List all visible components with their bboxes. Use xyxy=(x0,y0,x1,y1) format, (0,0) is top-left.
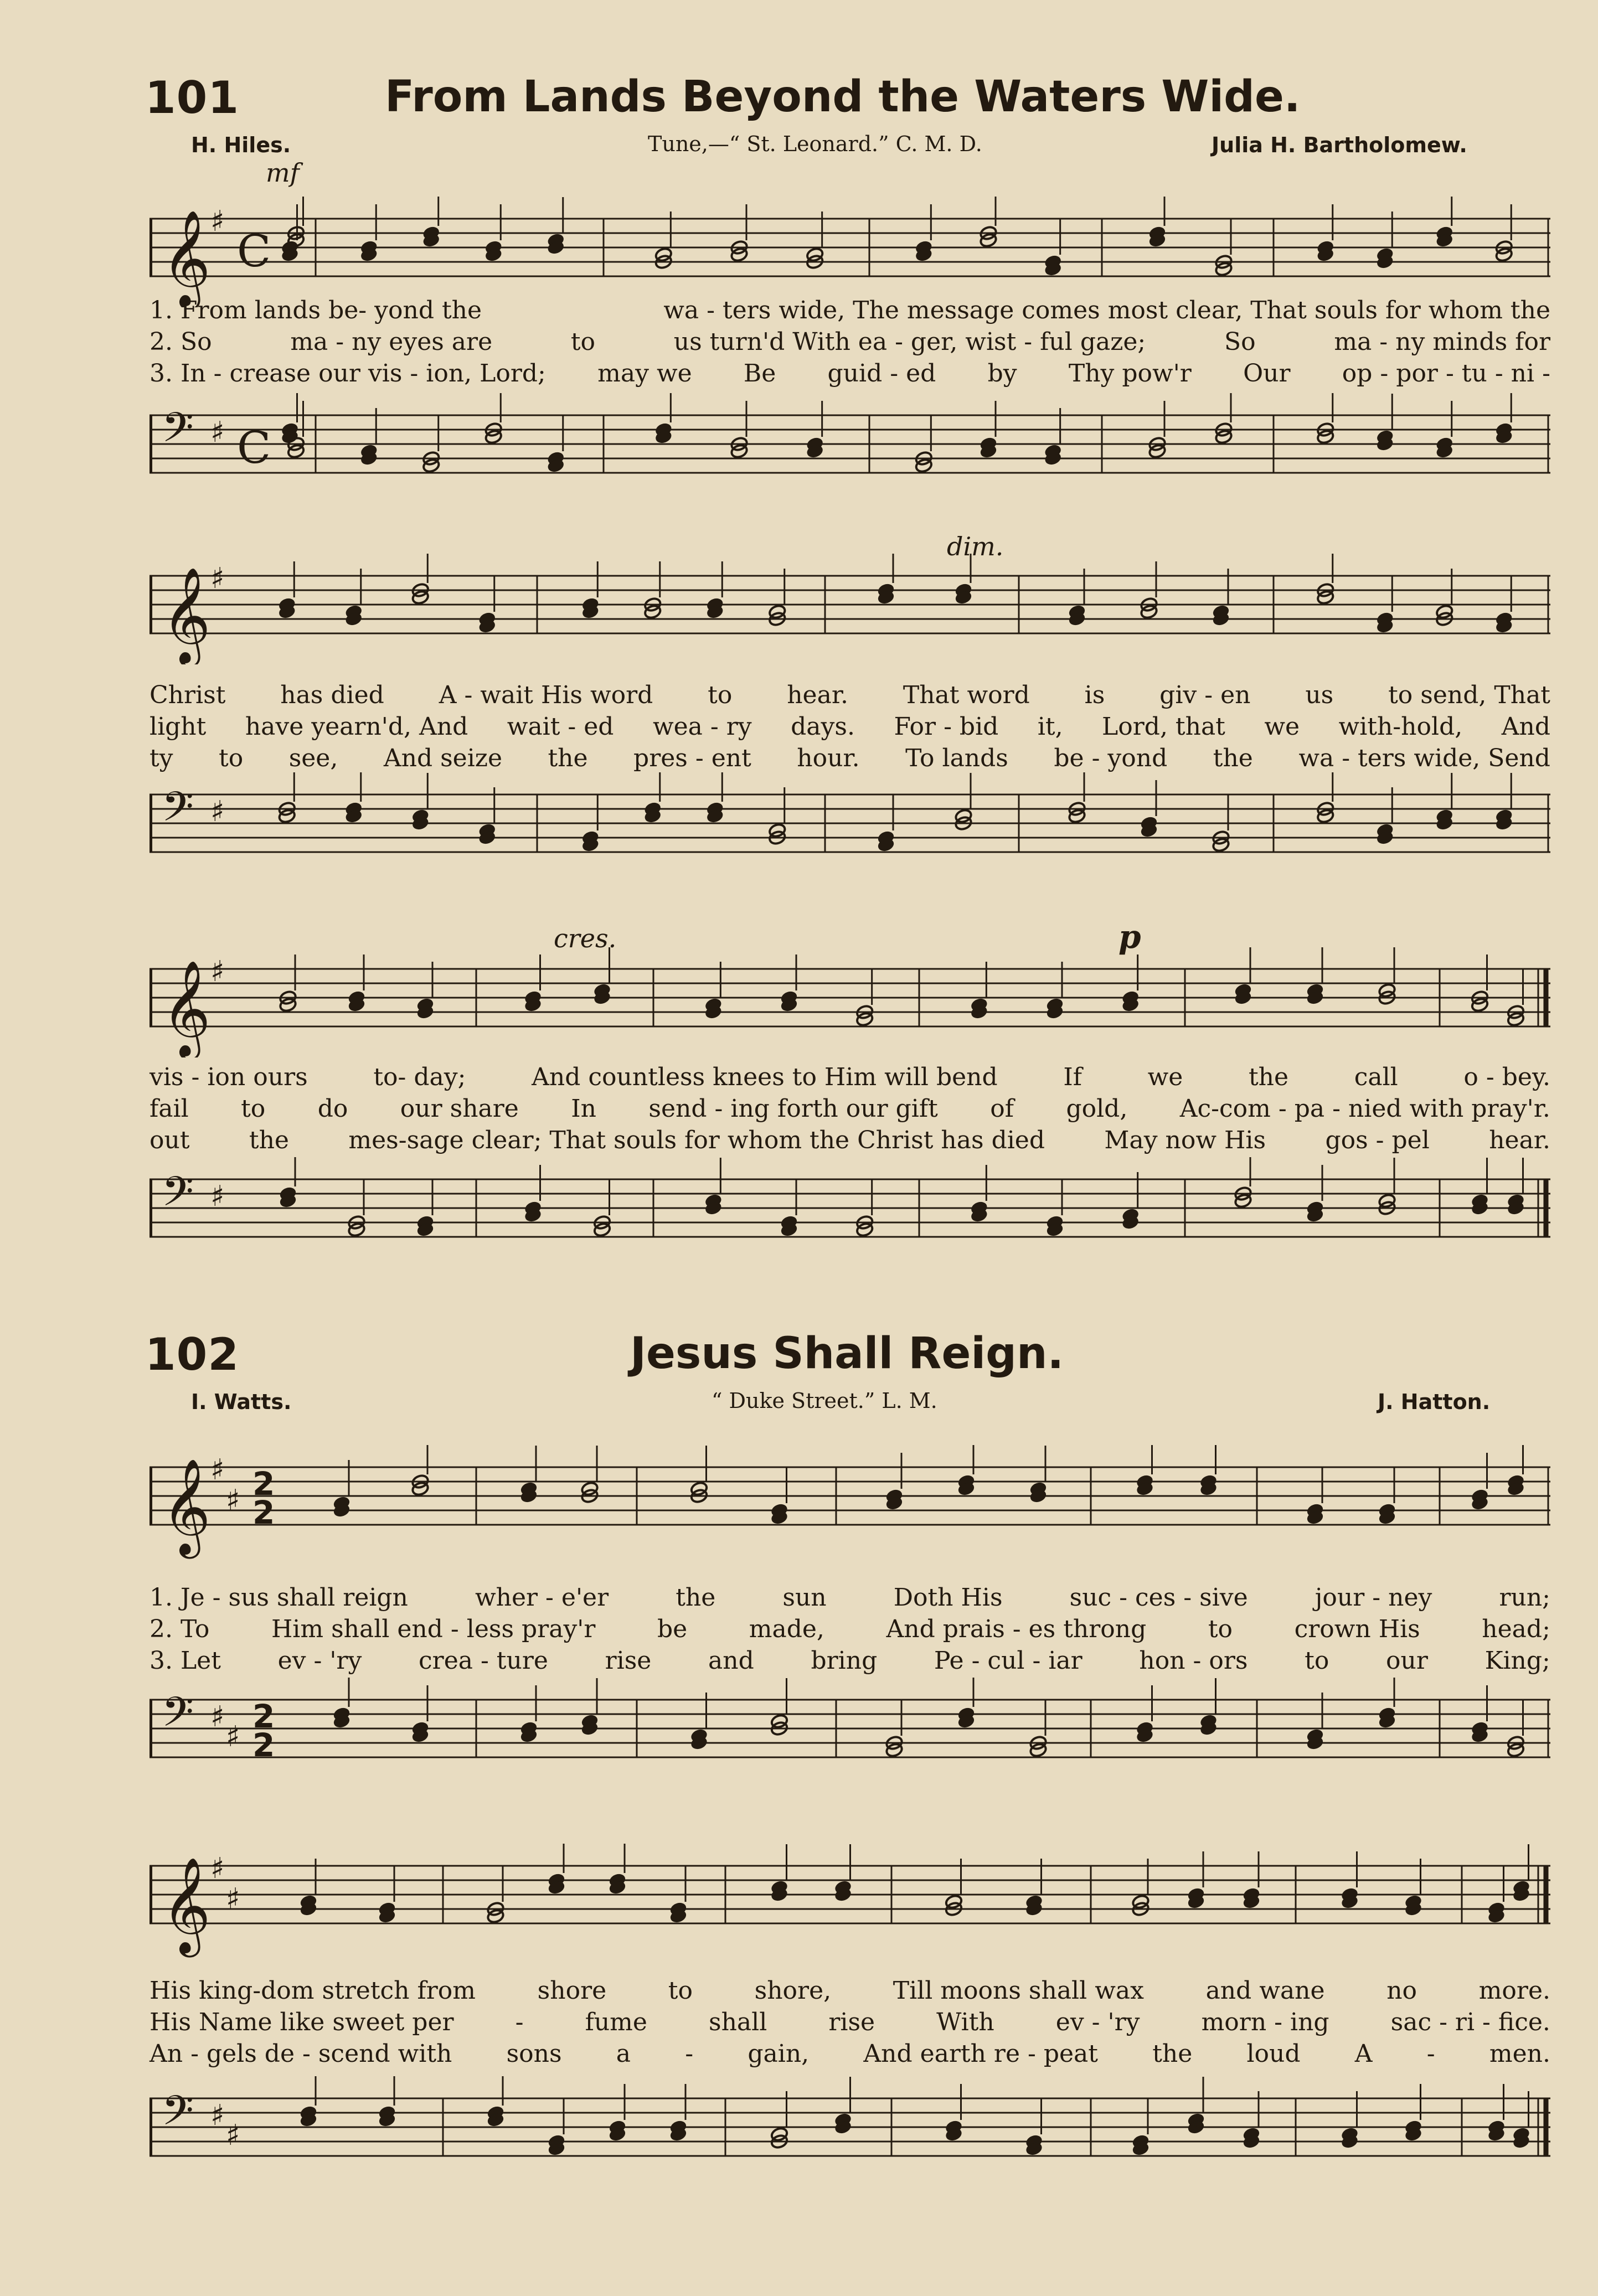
lyric-syllable-group: send - ing forth our gift xyxy=(648,1095,938,1123)
lyric-syllable-group: May now His xyxy=(1104,1126,1266,1154)
lyric-syllable-group: Be xyxy=(743,359,776,388)
bass-clef-icon: 𝄢 xyxy=(162,2087,194,2145)
lyric-syllable-group: ev - 'ry xyxy=(277,1647,362,1675)
lyric-syllable-group: call xyxy=(1354,1063,1398,1091)
composer-credit: I. Watts. xyxy=(191,1390,292,1414)
lyric-syllable-group: In xyxy=(571,1095,596,1123)
lyric-syllable-group: we xyxy=(1147,1063,1183,1091)
treble-staff xyxy=(150,1445,1550,1567)
lyric-syllable-group: the xyxy=(1152,2040,1193,2068)
music-system xyxy=(150,158,1550,509)
dynamic-marking: dim. xyxy=(947,532,1004,561)
lyric-line xyxy=(150,1977,1550,2008)
lyric-syllable-group: wea - ry xyxy=(652,713,752,741)
lyric-syllable-group: the xyxy=(676,1583,716,1612)
time-signature: 2 xyxy=(252,1726,275,1764)
lyric-syllable-group: An - gels de - scend with xyxy=(150,2040,452,2068)
lyric-syllable-group: have yearn'd, And xyxy=(245,713,468,741)
lyric-syllable-group: to xyxy=(1208,1615,1233,1643)
lyric-syllable-group: our xyxy=(1386,1647,1428,1675)
sharp-icon: ♯ xyxy=(210,205,225,238)
author-credit: J. Hatton. xyxy=(1378,1390,1491,1414)
bass-staff xyxy=(150,1157,1550,1268)
lyric-syllable-group: no xyxy=(1386,1977,1417,2005)
lyric-syllable-group: hear. xyxy=(1489,1126,1550,1154)
lyric-syllable-group: us xyxy=(1305,681,1334,709)
time-signature: 2 xyxy=(252,1465,275,1503)
lyric-syllable-group: by xyxy=(987,359,1017,388)
composer-credit: H. Hiles. xyxy=(191,133,291,157)
lyric-syllable-group: And prais - es throng xyxy=(886,1615,1147,1643)
lyric-syllable-group: mes-sage clear; That souls for whom the Christ has died xyxy=(348,1126,1045,1154)
hymn-title: Jesus Shall Reign. xyxy=(630,1329,1064,1379)
lyric-syllable-group: Ac-com - pa - nied with pray'r. xyxy=(1179,1095,1550,1123)
lyric-syllable-group: vis - ion ours xyxy=(150,1063,308,1091)
tune-credit: Tune,—“ St. Leonard.” C. M. D. xyxy=(648,132,982,156)
lyric-syllable-group: Till moons shall wax xyxy=(893,1977,1144,2005)
lyric-syllable-group: be xyxy=(657,1615,688,1643)
lyric-syllable-group: us turn'd With ea - ger, wist - ful gaze; xyxy=(673,328,1146,356)
lyric-line xyxy=(150,1095,1550,1126)
lyric-syllable-group: Doth His xyxy=(893,1583,1003,1612)
lyric-syllable-group: sac - ri - fice. xyxy=(1390,2008,1550,2036)
music-system xyxy=(150,1833,1550,2220)
treble-clef-icon: 𝄞 xyxy=(162,210,211,306)
hymn-number: 102 xyxy=(145,1329,239,1380)
lyric-syllable-group: And seize xyxy=(383,744,503,772)
lyric-syllable-group: out xyxy=(150,1126,190,1154)
lyric-line xyxy=(150,1063,1550,1094)
sharp-icon: ♯ xyxy=(210,1453,225,1487)
lyric-syllable-group: ma - ny eyes are xyxy=(290,328,493,356)
lyric-syllable-group: do xyxy=(317,1095,348,1123)
lyric-line xyxy=(150,2008,1550,2039)
lyric-syllable-group: to xyxy=(219,744,244,772)
time-signature: 2 xyxy=(252,1698,275,1735)
bass-staff xyxy=(150,2076,1550,2187)
lyric-line xyxy=(150,1583,1550,1614)
lyric-syllable-group: the xyxy=(1213,744,1253,772)
lyric-syllable-group: A - wait His word xyxy=(439,681,653,709)
bass-clef-icon: 𝄢 xyxy=(162,783,194,841)
lyric-syllable-group: shore xyxy=(537,1977,607,2005)
treble-staff xyxy=(150,947,1550,1057)
lyric-syllable-group: ev - 'ry xyxy=(1055,2008,1140,2036)
lyric-syllable-group: crea - ture xyxy=(419,1647,548,1675)
sharp-icon: ♯ xyxy=(226,2119,240,2152)
lyric-syllable-group: Him shall end - less pray'r xyxy=(271,1615,596,1643)
treble-staff xyxy=(150,554,1550,664)
tune-credit: “ Duke Street.” L. M. xyxy=(712,1389,937,1413)
lyric-syllable-group: loud xyxy=(1246,2040,1301,2068)
lyric-syllable-group: hear. xyxy=(787,681,848,709)
author-credit: Julia H. Bartholomew. xyxy=(1212,133,1467,157)
lyric-syllable-group: ty xyxy=(150,744,173,772)
lyric-syllable-group: fail xyxy=(150,1095,189,1123)
lyric-syllable-group: it, xyxy=(1037,713,1063,741)
lyric-syllable-group: the xyxy=(249,1126,289,1154)
lyric-line xyxy=(150,2040,1550,2071)
lyric-line xyxy=(150,1647,1550,1678)
treble-clef-icon: 𝄞 xyxy=(162,960,211,1056)
lyric-syllable-group: His Name like sweet per xyxy=(150,2008,454,2036)
bass-clef-icon: 𝄢 xyxy=(162,404,194,462)
lyric-syllable-group: Christ xyxy=(150,681,226,709)
lyric-line xyxy=(150,296,1550,327)
lyric-syllable-group: bring xyxy=(811,1647,878,1675)
lyric-syllable-group: - xyxy=(515,2008,524,2036)
lyric-syllable-group: - xyxy=(1426,2040,1435,2068)
lyric-syllable-group: wa - ters wide, The message comes most clear, That souls for whom the xyxy=(663,296,1550,324)
hymn-title: From Lands Beyond the Waters Wide. xyxy=(385,72,1301,122)
lyric-syllable-group: 3. Let xyxy=(150,1647,221,1675)
lyric-syllable-group: And xyxy=(1501,713,1550,741)
bass-staff xyxy=(150,772,1550,883)
lyric-syllable-group: made, xyxy=(749,1615,824,1643)
time-signature: 2 xyxy=(252,1494,275,1531)
lyric-syllable-group: With xyxy=(936,2008,994,2036)
sharp-icon: ♯ xyxy=(210,795,225,828)
lyric-syllable-group: shall xyxy=(709,2008,767,2036)
lyric-syllable-group: gos - pel xyxy=(1325,1126,1430,1154)
lyric-syllable-group: - xyxy=(685,2040,694,2068)
lyric-line xyxy=(150,744,1550,775)
lyric-syllable-group: 2. To xyxy=(150,1615,210,1643)
lyric-syllable-group: rise xyxy=(605,1647,652,1675)
lyric-syllable-group: days. xyxy=(791,713,855,741)
dynamic-marking: p xyxy=(1118,918,1141,956)
sharp-icon: ♯ xyxy=(226,1720,240,1753)
lyric-syllable-group: guid - ed xyxy=(827,359,936,388)
lyric-syllable-group: may we xyxy=(597,359,692,388)
treble-clef-icon: 𝄞 xyxy=(162,1857,211,1953)
lyric-syllable-group: hour. xyxy=(797,744,860,772)
lyric-syllable-group: Thy pow'r xyxy=(1068,359,1192,388)
lyric-syllable-group: fume xyxy=(585,2008,647,2036)
lyric-syllable-group: 2. So xyxy=(150,328,212,356)
music-system xyxy=(150,1434,1550,1799)
lyric-syllable-group: A xyxy=(1354,2040,1373,2068)
sharp-icon: ♯ xyxy=(226,1882,240,1916)
lyric-syllable-group: wait - ed xyxy=(507,713,614,741)
sharp-icon: ♯ xyxy=(210,562,225,595)
lyric-syllable-group: wher - e'er xyxy=(475,1583,609,1612)
lyric-syllable-group: men. xyxy=(1489,2040,1550,2068)
lyric-syllable-group: Pe - cul - iar xyxy=(934,1647,1082,1675)
lyric-syllable-group: ma - ny minds for xyxy=(1334,328,1550,356)
lyric-syllable-group: So xyxy=(1224,328,1256,356)
lyric-syllable-group: with-hold, xyxy=(1338,713,1463,741)
common-time-icon: C xyxy=(237,422,271,473)
bass-clef-icon: 𝄢 xyxy=(162,1688,194,1746)
lyric-syllable-group: light xyxy=(150,713,207,741)
hymn-number: 101 xyxy=(145,72,239,123)
lyric-syllable-group: morn - ing xyxy=(1201,2008,1329,2036)
lyric-syllable-group: hon - ors xyxy=(1139,1647,1248,1675)
lyric-line xyxy=(150,681,1550,712)
dynamic-marking: mf xyxy=(266,158,300,188)
lyric-syllable-group: we xyxy=(1264,713,1300,741)
lyric-syllable-group: 1. Je - sus shall reign xyxy=(150,1583,408,1612)
lyric-syllable-group: sons xyxy=(506,2040,562,2068)
sharp-icon: ♯ xyxy=(210,2099,225,2132)
lyric-syllable-group: gain, xyxy=(748,2040,810,2068)
lyric-syllable-group: That word xyxy=(903,681,1030,709)
treble-staff xyxy=(150,197,1550,307)
lyric-syllable-group: to xyxy=(668,1977,693,2005)
lyric-syllable-group: For - bid xyxy=(894,713,999,741)
lyric-line xyxy=(150,1615,1550,1646)
lyric-syllable-group: jour - ney xyxy=(1315,1583,1432,1612)
lyric-syllable-group: a xyxy=(616,2040,631,2068)
lyric-syllable-group: to- day; xyxy=(373,1063,466,1091)
sharp-icon: ♯ xyxy=(210,1180,225,1213)
treble-staff xyxy=(150,1844,1550,1965)
treble-clef-icon: 𝄞 xyxy=(162,567,211,663)
lyric-syllable-group: to xyxy=(708,681,733,709)
lyric-syllable-group: rise xyxy=(828,2008,875,2036)
lyric-syllable-group: And countless knees to Him will bend xyxy=(532,1063,998,1091)
lyric-syllable-group: shore, xyxy=(754,1977,832,2005)
lyric-syllable-group: run; xyxy=(1499,1583,1550,1612)
lyric-syllable-group: 3. In - crease our vis - ion, Lord; xyxy=(150,359,546,388)
lyric-syllable-group: to xyxy=(570,328,596,356)
lyric-syllable-group: His king-dom stretch from xyxy=(150,1977,476,2005)
lyric-syllable-group: has died xyxy=(280,681,384,709)
lyric-syllable-group: head; xyxy=(1482,1615,1550,1643)
lyric-syllable-group: is xyxy=(1084,681,1105,709)
bass-staff xyxy=(150,1678,1550,1788)
music-system xyxy=(150,532,1550,891)
lyric-line xyxy=(150,713,1550,744)
lyric-syllable-group: And earth re - peat xyxy=(863,2040,1098,2068)
music-system xyxy=(150,918,1550,1268)
sharp-icon: ♯ xyxy=(210,955,225,988)
sharp-icon: ♯ xyxy=(226,1484,240,1517)
lyric-syllable-group: the xyxy=(1249,1063,1289,1091)
bass-clef-icon: 𝄢 xyxy=(162,1168,194,1226)
lyric-syllable-group: To lands xyxy=(905,744,1008,772)
lyric-syllable-group: Our xyxy=(1243,359,1291,388)
lyric-syllable-group: be - yond xyxy=(1054,744,1168,772)
sharp-icon: ♯ xyxy=(210,1700,225,1733)
lyric-syllable-group: the xyxy=(548,744,588,772)
lyric-syllable-group: suc - ces - sive xyxy=(1069,1583,1248,1612)
lyric-syllable-group: 1. From lands be- yond the xyxy=(150,296,482,324)
lyric-syllable-group: of xyxy=(990,1095,1014,1123)
lyric-syllable-group: gold, xyxy=(1066,1095,1128,1123)
lyric-syllable-group: op - por - tu - ni - xyxy=(1342,359,1550,388)
lyric-syllable-group: o - bey. xyxy=(1463,1063,1550,1091)
lyric-syllable-group: wa - ters wide, Send xyxy=(1298,744,1550,772)
dynamic-marking: cres. xyxy=(554,923,617,953)
treble-clef-icon: 𝄞 xyxy=(162,1458,211,1555)
lyric-syllable-group: sun xyxy=(782,1583,827,1612)
common-time-icon: C xyxy=(237,225,271,277)
lyric-syllable-group: to xyxy=(241,1095,266,1123)
lyric-line xyxy=(150,359,1550,390)
lyric-syllable-group: crown His xyxy=(1294,1615,1420,1643)
lyric-syllable-group: and wane xyxy=(1205,1977,1325,2005)
sharp-icon: ♯ xyxy=(210,1852,225,1885)
lyric-syllable-group: giv - en xyxy=(1159,681,1251,709)
lyric-syllable-group: see, xyxy=(288,744,338,772)
lyric-syllable-group: and xyxy=(708,1647,754,1675)
lyric-line xyxy=(150,328,1550,359)
bass-staff xyxy=(150,393,1550,504)
lyric-syllable-group: to xyxy=(1305,1647,1329,1675)
lyric-syllable-group: more. xyxy=(1478,1977,1550,2005)
lyric-syllable-group: to send, That xyxy=(1388,681,1550,709)
lyric-syllable-group: King; xyxy=(1484,1647,1550,1675)
lyric-syllable-group: pres - ent xyxy=(633,744,751,772)
sharp-icon: ♯ xyxy=(210,416,225,449)
lyric-line xyxy=(150,1126,1550,1157)
lyric-syllable-group: If xyxy=(1063,1063,1082,1091)
lyric-syllable-group: our share xyxy=(400,1095,519,1123)
lyric-syllable-group: Lord, that xyxy=(1102,713,1225,741)
